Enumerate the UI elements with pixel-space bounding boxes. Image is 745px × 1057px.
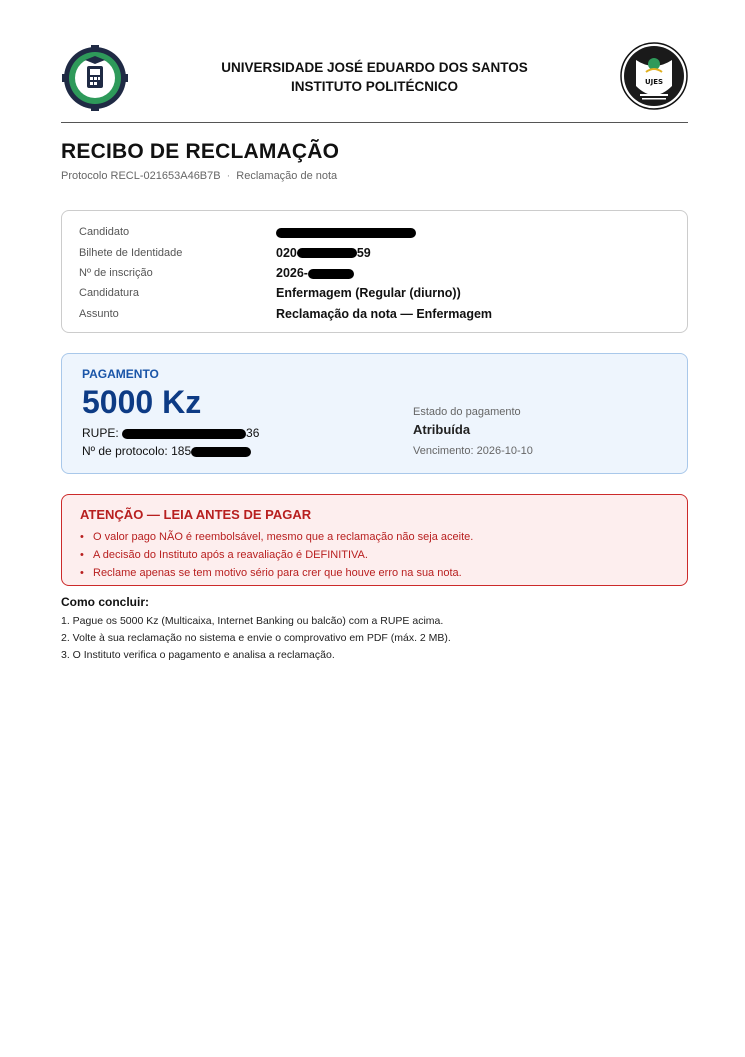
candidate-info-box	[61, 210, 688, 333]
receipt-title: RECIBO DE RECLAMAÇÃO	[61, 140, 340, 163]
howto-step: 1. Pague os 5000 Kz (Multicaixa, Internet Banking ou balcão) com a RUPE acima.	[61, 614, 444, 627]
warning-title: ATENÇÃO — LEIA ANTES DE PAGAR	[80, 506, 312, 522]
institution-name	[141, 58, 608, 96]
receipt-subtitle	[61, 170, 688, 182]
info-row-candidate	[79, 222, 670, 242]
redaction-mark	[297, 248, 357, 258]
bullet-icon: •	[80, 530, 84, 543]
payment-label: PAGAMENTO	[82, 366, 159, 381]
polytechnic-logo-icon	[61, 44, 129, 112]
payment-due-date: Vencimento: 2026-10-10	[413, 444, 533, 457]
rupe-label: RUPE:	[82, 425, 119, 440]
payment-box	[61, 353, 688, 474]
info-row-subject	[79, 304, 670, 324]
protocol-label: Nº de protocolo:	[82, 443, 168, 458]
warning-item-text: A decisão do Instituto após a reavaliação é DEFINITIVA.	[93, 548, 368, 561]
id-value	[276, 246, 371, 260]
info-label: Nº de inscrição	[79, 266, 153, 279]
protocol-line	[82, 444, 667, 458]
rupe-suffix: 36	[246, 425, 260, 440]
receipt-page	[61, 40, 688, 664]
howto-title: Como concluir:	[61, 594, 150, 609]
howto-step: 3. O Instituto verifica o pagamento e analisa a reclamação.	[61, 648, 335, 661]
application-value: Enfermagem (Regular (diurno))	[276, 286, 461, 301]
warning-box	[61, 494, 688, 586]
institute-name: INSTITUTO POLITÉCNICO	[290, 79, 458, 94]
info-row-application	[79, 283, 670, 303]
payment-amount: 5000 Kz	[82, 383, 202, 420]
registration-value-prefix: 2026-	[276, 265, 308, 280]
university-name: UNIVERSIDADE JOSÉ EDUARDO DOS SANTOS	[221, 60, 528, 75]
subject-value: Reclamação da nota — Enfermagem	[276, 306, 493, 321]
redaction-mark	[191, 447, 251, 457]
rupe-line	[82, 426, 667, 440]
howto-step: 2. Volte à sua reclamação no sistema e envie o comprovativo em PDF (máx. 2 MB).	[61, 631, 451, 644]
candidate-name-value	[276, 225, 416, 239]
info-label: Candidatura	[79, 287, 139, 300]
document-header	[61, 40, 688, 123]
payment-status-label: Estado do pagamento	[413, 405, 521, 418]
bullet-icon: •	[80, 566, 84, 579]
info-label: Bilhete de Identidade	[79, 246, 183, 259]
registration-value	[276, 266, 354, 280]
warning-item	[80, 528, 669, 546]
warning-item-text: O valor pago NÃO é reembolsável, mesmo que a reclamação não seja aceite.	[93, 530, 474, 543]
payment-status	[413, 406, 533, 457]
ujes-logo-text: UJES	[644, 78, 664, 86]
info-label: Assunto	[79, 307, 119, 320]
howto-steps	[61, 613, 688, 664]
bullet-icon: •	[80, 548, 84, 561]
warning-item	[80, 546, 669, 564]
redaction-mark	[276, 228, 416, 238]
payment-status-value: Atribuída	[413, 421, 471, 437]
warning-item	[80, 564, 669, 582]
id-value-prefix: 020	[276, 245, 297, 260]
separator-dot: ·	[226, 170, 231, 182]
redaction-mark	[308, 269, 354, 279]
warning-item-text: Reclame apenas se tem motivo sério para crer que houve erro na sua nota.	[93, 566, 462, 579]
warning-list	[80, 528, 669, 582]
university-logo-icon	[620, 42, 688, 110]
protocol-number: Protocolo RECL-021653A46B7B	[61, 170, 221, 182]
receipt-type: Reclamação de nota	[236, 170, 338, 182]
info-row-id	[79, 242, 670, 262]
id-value-suffix: 59	[356, 245, 371, 260]
info-label: Candidato	[79, 226, 130, 239]
redaction-mark	[122, 429, 246, 439]
info-row-registration	[79, 263, 670, 283]
protocol-prefix: 185	[171, 443, 192, 458]
